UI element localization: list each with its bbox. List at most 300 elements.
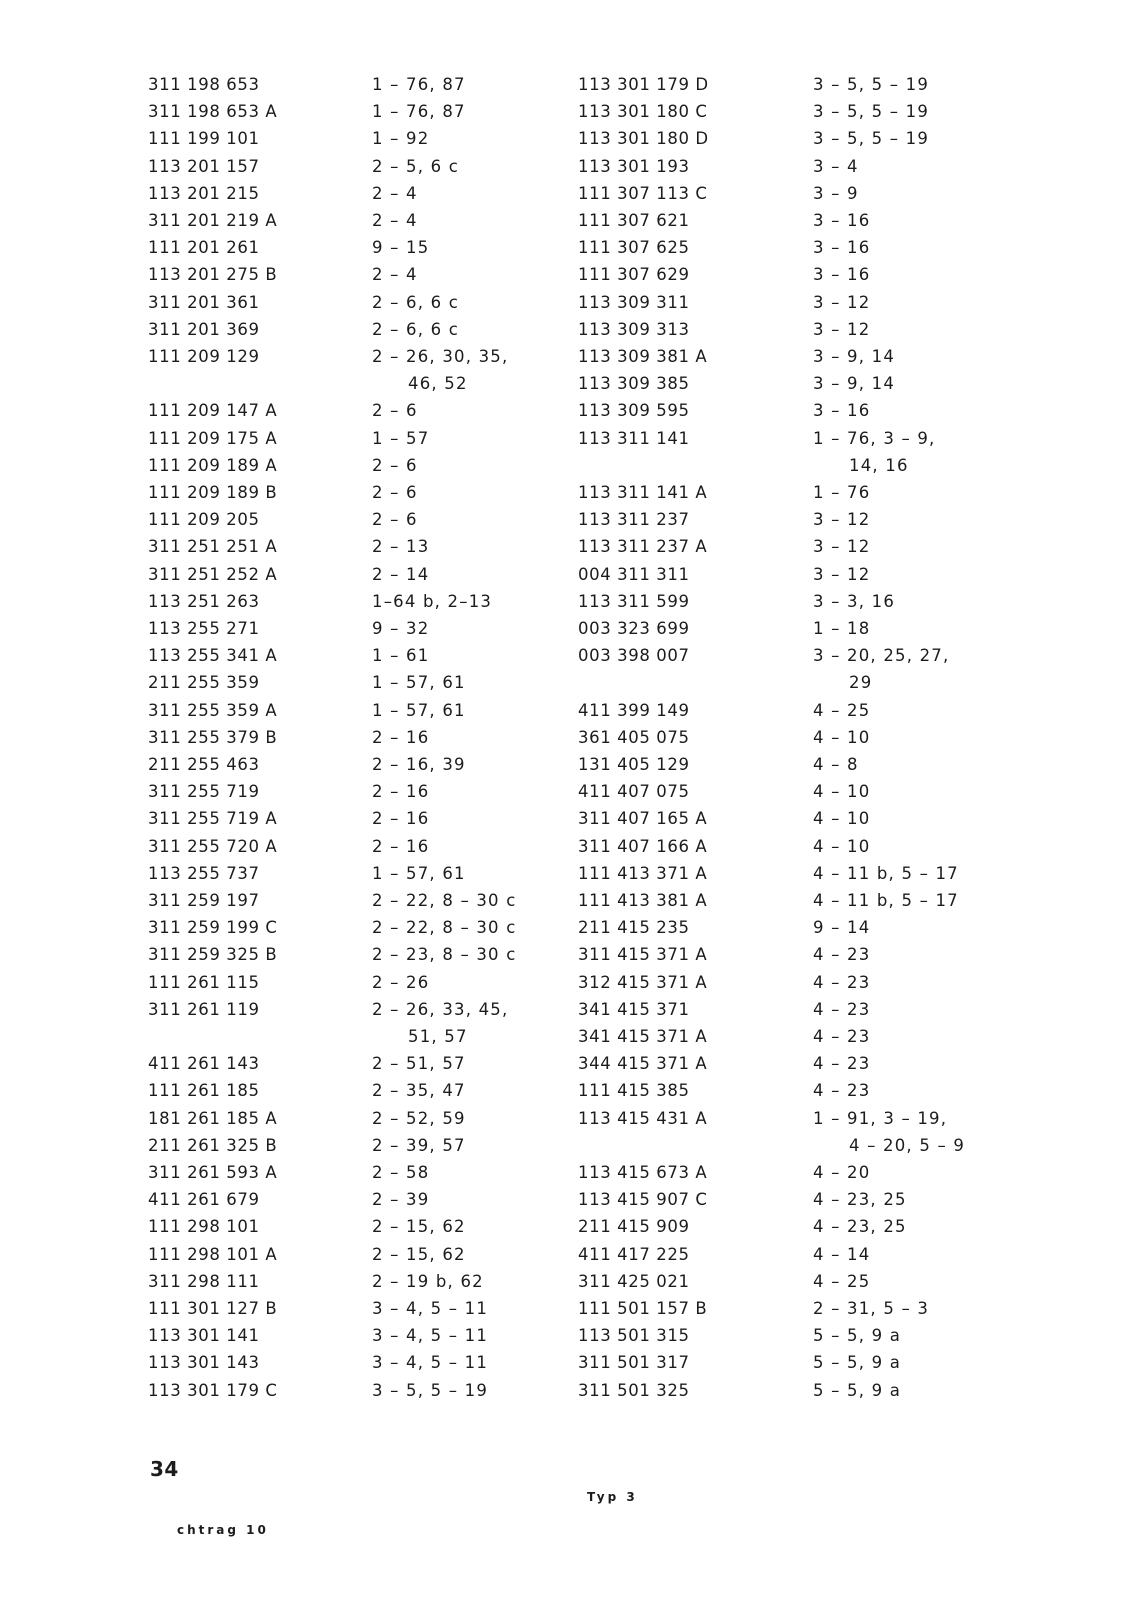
part-number-text: 311 201 219 A bbox=[148, 211, 278, 230]
part-number bbox=[578, 237, 690, 259]
part-number-text: 111 209 147 A bbox=[148, 401, 278, 421]
part-number-text: 111 413 381 A bbox=[578, 891, 708, 910]
reference-line: 2 – 51, 57 bbox=[372, 1054, 466, 1074]
reference-line: 2 – 58 bbox=[372, 1163, 430, 1182]
reference-line: 3 – 12 bbox=[813, 292, 871, 312]
part-number bbox=[148, 428, 277, 450]
reference bbox=[372, 455, 418, 477]
reference bbox=[813, 591, 895, 613]
part-number-text: 211 261 325 B bbox=[148, 1135, 278, 1155]
part-number bbox=[578, 781, 690, 803]
reference bbox=[813, 156, 859, 178]
reference-line: 3 – 16 bbox=[813, 401, 871, 421]
reference-line: 3 – 3, 16 bbox=[813, 591, 896, 611]
part-number-text: 311 298 111 bbox=[148, 1271, 260, 1291]
part-number-text: 113 255 341 A bbox=[148, 646, 278, 666]
reference-line: 3 – 4, 5 – 11 bbox=[372, 1353, 489, 1373]
part-number bbox=[148, 1271, 260, 1293]
part-number bbox=[148, 1325, 260, 1347]
reference-line: 2 – 23, 8 – 30 c bbox=[372, 945, 517, 965]
part-number bbox=[578, 509, 690, 531]
reference-line: 5 – 5, 9 a bbox=[813, 1353, 902, 1373]
part-number bbox=[578, 210, 690, 232]
part-number-text: 113 301 141 bbox=[148, 1326, 260, 1346]
reference-line: 1 – 76, 3 – 9, bbox=[813, 428, 936, 448]
part-number bbox=[578, 400, 690, 422]
part-number bbox=[578, 1244, 690, 1266]
reference-line: 14, 16 bbox=[849, 455, 909, 475]
part-number bbox=[148, 183, 260, 205]
reference bbox=[372, 836, 429, 858]
reference-line: 2 – 4 bbox=[372, 211, 418, 230]
reference bbox=[813, 428, 936, 477]
reference-line: 51, 57 bbox=[408, 1026, 468, 1046]
reference bbox=[813, 1162, 870, 1184]
part-number bbox=[578, 74, 709, 96]
reference-line: 9 – 32 bbox=[372, 619, 430, 638]
reference-line: 2 – 4 bbox=[372, 265, 418, 285]
reference-line: 4 – 23, 25 bbox=[813, 1190, 907, 1210]
reference bbox=[813, 999, 870, 1021]
part-number bbox=[578, 1026, 707, 1048]
part-number bbox=[578, 1080, 690, 1102]
part-number bbox=[578, 700, 690, 722]
type-label: Typ 3 bbox=[587, 1490, 638, 1504]
part-number-text: 411 417 225 bbox=[578, 1244, 690, 1264]
part-number-text: 113 311 237 bbox=[578, 510, 690, 530]
reference bbox=[372, 1271, 484, 1293]
part-number-text: 004 311 311 bbox=[578, 564, 690, 584]
reference-line: 1 – 92 bbox=[372, 129, 430, 149]
reference-line: 4 – 20, 5 – 9 bbox=[849, 1135, 966, 1155]
reference-line: 3 – 12 bbox=[813, 564, 871, 584]
reference bbox=[372, 509, 418, 531]
reference-line: 4 – 11 b, 5 – 17 bbox=[813, 863, 959, 883]
part-number bbox=[578, 591, 690, 613]
reference-line: 2 – 15, 62 bbox=[372, 1217, 466, 1237]
part-number bbox=[578, 183, 708, 205]
reference-line: 2 – 6 bbox=[372, 510, 418, 530]
part-number-text: 113 309 385 bbox=[578, 374, 690, 394]
part-number-text: 111 307 625 bbox=[578, 238, 690, 258]
part-number-text: 113 415 673 A bbox=[578, 1163, 708, 1182]
reference bbox=[813, 808, 870, 830]
part-number bbox=[148, 74, 260, 96]
reference-line: 3 – 9, 14 bbox=[813, 347, 896, 366]
reference-line: 2 – 6, 6 c bbox=[372, 319, 460, 339]
reference bbox=[372, 1080, 466, 1102]
reference bbox=[813, 781, 870, 803]
page-number: 34 bbox=[150, 1457, 179, 1481]
part-number bbox=[148, 1216, 260, 1238]
reference-line: 1 – 76 bbox=[813, 483, 871, 502]
part-number bbox=[148, 700, 277, 722]
part-number-text: 311 251 252 A bbox=[148, 564, 278, 584]
reference-line: 4 – 10 bbox=[813, 782, 871, 802]
reference-line: 4 – 25 bbox=[813, 700, 871, 720]
reference bbox=[813, 1080, 870, 1102]
reference-line: 3 – 20, 25, 27, bbox=[813, 646, 950, 666]
reference-line: 2 – 4 bbox=[372, 183, 418, 203]
part-number bbox=[148, 808, 277, 830]
part-number-text: 113 309 313 bbox=[578, 319, 690, 339]
part-number bbox=[148, 1352, 260, 1374]
part-number-text: 341 415 371 A bbox=[578, 1027, 708, 1046]
part-number-text: 111 298 101 bbox=[148, 1217, 260, 1237]
part-number bbox=[148, 128, 260, 150]
part-number bbox=[148, 1108, 277, 1130]
reference bbox=[813, 863, 959, 885]
reference bbox=[372, 727, 429, 749]
part-number-text: 111 201 261 bbox=[148, 238, 260, 258]
reference-line: 2 – 14 bbox=[372, 564, 430, 584]
part-number bbox=[148, 863, 260, 885]
reference bbox=[372, 1189, 429, 1211]
reference bbox=[813, 237, 870, 259]
reference bbox=[372, 890, 516, 912]
part-number-text: 113 301 193 bbox=[578, 156, 690, 176]
reference-line: 2 – 15, 62 bbox=[372, 1244, 466, 1264]
part-number-text: 113 309 381 A bbox=[578, 347, 708, 366]
part-number-text: 311 255 379 B bbox=[148, 727, 278, 747]
reference-line: 4 – 23, 25 bbox=[813, 1217, 907, 1237]
part-number-text: 113 311 237 A bbox=[578, 537, 708, 557]
reference-line: 3 – 5, 5 – 19 bbox=[813, 102, 930, 122]
reference-line: 2 – 6, 6 c bbox=[372, 292, 460, 312]
part-number-text: 311 261 119 bbox=[148, 999, 260, 1019]
part-number-text: 113 309 311 bbox=[578, 292, 690, 312]
part-number-text: 311 198 653 bbox=[148, 75, 260, 94]
reference-line: 2 – 16 bbox=[372, 782, 430, 802]
reference bbox=[372, 1325, 488, 1347]
reference bbox=[813, 944, 870, 966]
part-number bbox=[578, 808, 707, 830]
part-number bbox=[578, 836, 707, 858]
reference bbox=[813, 319, 870, 341]
reference-line: 1 – 18 bbox=[813, 619, 871, 638]
reference bbox=[372, 781, 429, 803]
part-number-text: 211 415 909 bbox=[578, 1217, 690, 1237]
part-number-text: 003 398 007 bbox=[578, 646, 690, 666]
part-number-text: 341 415 371 bbox=[578, 999, 690, 1019]
reference bbox=[813, 917, 870, 939]
reference-line: 1 – 57 bbox=[372, 428, 430, 448]
reference-line: 2 – 39 bbox=[372, 1190, 430, 1210]
reference bbox=[813, 210, 870, 232]
part-number bbox=[148, 999, 260, 1021]
reference bbox=[813, 101, 929, 123]
reference bbox=[813, 400, 870, 422]
reference-line: 5 – 5, 9 a bbox=[813, 1326, 902, 1346]
reference-line: 3 – 16 bbox=[813, 211, 871, 230]
part-number-text: 411 261 679 bbox=[148, 1190, 260, 1210]
part-number bbox=[148, 210, 277, 232]
reference-line: 3 – 9 bbox=[813, 183, 859, 203]
part-number bbox=[148, 156, 260, 178]
part-number bbox=[148, 890, 260, 912]
reference-line: 2 – 16, 39 bbox=[372, 755, 466, 774]
reference-line: 3 – 12 bbox=[813, 510, 871, 530]
part-number-text: 311 201 369 bbox=[148, 319, 260, 339]
part-number-text: 411 399 149 bbox=[578, 700, 690, 720]
reference-line: 4 – 23 bbox=[813, 945, 871, 965]
part-number bbox=[148, 754, 260, 776]
reference-line: 2 – 22, 8 – 30 c bbox=[372, 918, 517, 938]
part-number bbox=[578, 727, 690, 749]
part-number bbox=[148, 591, 260, 613]
part-number-text: 411 261 143 bbox=[148, 1054, 260, 1074]
part-number bbox=[148, 292, 260, 314]
reference-line: 9 – 14 bbox=[813, 918, 871, 938]
reference-line: 9 – 15 bbox=[372, 238, 430, 258]
part-number-text: 113 415 431 A bbox=[578, 1108, 708, 1128]
reference bbox=[813, 1216, 907, 1238]
reference bbox=[813, 727, 870, 749]
reference bbox=[372, 74, 466, 96]
reference bbox=[372, 754, 466, 776]
reference bbox=[813, 1298, 929, 1320]
part-number-text: 181 261 185 A bbox=[148, 1108, 278, 1128]
part-number-text: 113 301 180 C bbox=[578, 102, 708, 122]
part-number bbox=[148, 482, 277, 504]
reference bbox=[372, 1108, 466, 1130]
reference-line: 2 – 6 bbox=[372, 455, 418, 475]
part-number bbox=[148, 1135, 277, 1157]
part-number-text: 113 201 157 bbox=[148, 156, 260, 176]
part-number bbox=[148, 917, 278, 939]
reference-line: 1 – 61 bbox=[372, 646, 430, 666]
reference-line: 4 – 20 bbox=[813, 1163, 871, 1182]
part-number-text: 111 209 129 bbox=[148, 347, 260, 366]
part-number-text: 111 209 189 A bbox=[148, 455, 278, 475]
reference bbox=[813, 482, 870, 504]
reference-line: 2 – 13 bbox=[372, 537, 430, 557]
part-number bbox=[148, 1162, 277, 1184]
reference-line: 3 – 16 bbox=[813, 265, 871, 285]
part-number bbox=[578, 972, 707, 994]
reference-line: 3 – 12 bbox=[813, 319, 871, 339]
reference-line: 2 – 52, 59 bbox=[372, 1108, 466, 1128]
part-number bbox=[148, 781, 260, 803]
part-number bbox=[578, 1298, 707, 1320]
reference-line: 4 – 8 bbox=[813, 755, 859, 774]
reference bbox=[813, 700, 870, 722]
reference-line: 4 – 23 bbox=[813, 1081, 871, 1101]
reference-line: 1 – 91, 3 – 19, bbox=[813, 1108, 948, 1128]
reference bbox=[813, 292, 870, 314]
reference-line: 3 – 4 bbox=[813, 156, 859, 176]
part-number-text: 111 209 175 A bbox=[148, 428, 278, 448]
reference bbox=[372, 863, 466, 885]
reference bbox=[372, 1135, 466, 1157]
part-number-text: 211 255 359 bbox=[148, 673, 260, 693]
part-number-text: 113 201 215 bbox=[148, 183, 260, 203]
reference bbox=[813, 618, 870, 640]
part-number-text: 113 255 737 bbox=[148, 863, 260, 883]
part-number bbox=[578, 999, 690, 1021]
part-number-text: 111 298 101 A bbox=[148, 1244, 278, 1264]
part-number-text: 361 405 075 bbox=[578, 727, 690, 747]
reference-line: 1 – 57, 61 bbox=[372, 700, 466, 720]
part-number-text: 113 311 599 bbox=[578, 591, 690, 611]
reference bbox=[372, 156, 459, 178]
reference bbox=[372, 972, 429, 994]
reference-line: 1 – 57, 61 bbox=[372, 673, 466, 693]
part-number-text: 113 311 141 A bbox=[578, 483, 708, 502]
reference bbox=[813, 1053, 870, 1075]
reference-line: 3 – 12 bbox=[813, 537, 871, 557]
part-number bbox=[148, 319, 260, 341]
part-number-text: 311 251 251 A bbox=[148, 537, 278, 557]
reference bbox=[372, 319, 459, 341]
reference bbox=[372, 292, 459, 314]
reference bbox=[372, 1244, 466, 1266]
reference bbox=[372, 128, 429, 150]
part-number-text: 311 407 166 A bbox=[578, 836, 708, 856]
part-number bbox=[578, 101, 708, 123]
part-number-text: 113 301 179 D bbox=[578, 75, 709, 94]
part-number-text: 344 415 371 A bbox=[578, 1054, 708, 1074]
reference-line: 4 – 14 bbox=[813, 1244, 871, 1264]
part-number-text: 111 209 205 bbox=[148, 510, 260, 530]
part-number bbox=[578, 564, 690, 586]
part-number-text: 113 301 180 D bbox=[578, 129, 709, 149]
reference bbox=[372, 999, 508, 1048]
part-number-text: 003 323 699 bbox=[578, 619, 690, 638]
reference-line: 3 – 16 bbox=[813, 238, 871, 258]
part-number bbox=[148, 1080, 260, 1102]
reference bbox=[813, 1325, 901, 1347]
part-number bbox=[578, 863, 707, 885]
reference-line: 1–64 b, 2–13 bbox=[372, 591, 493, 611]
reference-line: 2 – 5, 6 c bbox=[372, 156, 460, 176]
reference bbox=[372, 808, 429, 830]
reference bbox=[813, 373, 895, 395]
part-number-text: 111 261 185 bbox=[148, 1081, 260, 1101]
reference bbox=[372, 618, 429, 640]
reference bbox=[372, 346, 508, 395]
reference bbox=[372, 1053, 466, 1075]
part-number bbox=[148, 672, 260, 694]
supplement-label: chtrag 10 bbox=[177, 1523, 269, 1537]
part-number-text: 111 415 385 bbox=[578, 1081, 690, 1101]
reference-line: 3 – 4, 5 – 11 bbox=[372, 1326, 489, 1346]
part-number bbox=[148, 346, 260, 368]
part-number bbox=[148, 727, 277, 749]
part-number bbox=[578, 1053, 707, 1075]
reference bbox=[813, 1352, 901, 1374]
part-number bbox=[148, 944, 277, 966]
part-number bbox=[148, 1380, 278, 1402]
reference-line: 2 – 31, 5 – 3 bbox=[813, 1299, 930, 1318]
reference-line: 2 – 39, 57 bbox=[372, 1135, 466, 1155]
part-number bbox=[578, 1216, 690, 1238]
reference bbox=[813, 536, 870, 558]
reference-line: 4 – 11 b, 5 – 17 bbox=[813, 891, 959, 910]
part-number-text: 111 413 371 A bbox=[578, 863, 708, 883]
reference bbox=[372, 237, 429, 259]
part-number bbox=[578, 536, 707, 558]
reference bbox=[372, 101, 466, 123]
reference-line: 4 – 10 bbox=[813, 727, 871, 747]
part-number-text: 113 301 179 C bbox=[148, 1380, 278, 1400]
part-number-text: 111 199 101 bbox=[148, 129, 260, 149]
part-number bbox=[578, 482, 707, 504]
reference-line: 4 – 10 bbox=[813, 809, 871, 829]
part-number-text: 311 255 359 A bbox=[148, 700, 278, 720]
part-number bbox=[578, 1189, 708, 1211]
reference-line: 2 – 26, 30, 35, bbox=[372, 347, 509, 366]
part-number bbox=[148, 264, 277, 286]
part-number bbox=[148, 1189, 260, 1211]
reference-line: 4 – 23 bbox=[813, 972, 871, 992]
reference bbox=[813, 754, 859, 776]
reference bbox=[372, 645, 429, 667]
part-number-text: 113 255 271 bbox=[148, 619, 260, 638]
reference bbox=[813, 74, 929, 96]
part-number-text: 311 255 720 A bbox=[148, 836, 278, 856]
reference-line: 4 – 25 bbox=[813, 1271, 871, 1291]
part-number-text: 311 259 197 bbox=[148, 891, 260, 910]
reference bbox=[372, 564, 429, 586]
reference bbox=[813, 509, 870, 531]
part-number-text: 211 255 463 bbox=[148, 755, 260, 774]
reference bbox=[813, 183, 859, 205]
part-number bbox=[578, 1325, 690, 1347]
reference bbox=[372, 183, 418, 205]
reference bbox=[372, 591, 492, 613]
reference bbox=[813, 645, 949, 694]
part-number bbox=[148, 618, 260, 640]
reference bbox=[372, 482, 418, 504]
reference bbox=[813, 264, 870, 286]
reference-line: 4 – 23 bbox=[813, 1027, 871, 1046]
part-number bbox=[578, 1271, 690, 1293]
part-number-text: 311 407 165 A bbox=[578, 809, 708, 829]
reference bbox=[813, 1244, 870, 1266]
part-number-text: 311 198 653 A bbox=[148, 102, 278, 122]
reference bbox=[813, 346, 895, 368]
reference-line: 2 – 6 bbox=[372, 401, 418, 421]
reference bbox=[372, 672, 466, 694]
reference-line: 3 – 4, 5 – 11 bbox=[372, 1299, 489, 1318]
reference bbox=[372, 917, 516, 939]
reference bbox=[372, 944, 516, 966]
reference-line: 29 bbox=[849, 673, 873, 693]
part-number bbox=[148, 400, 277, 422]
part-number-text: 311 425 021 bbox=[578, 1271, 690, 1291]
reference bbox=[813, 972, 870, 994]
part-number-text: 111 501 157 B bbox=[578, 1299, 708, 1318]
reference-line: 2 – 26 bbox=[372, 972, 430, 992]
part-number-text: 311 261 593 A bbox=[148, 1163, 278, 1182]
reference bbox=[813, 1026, 870, 1048]
part-number bbox=[148, 645, 277, 667]
reference bbox=[813, 128, 929, 150]
reference bbox=[372, 264, 418, 286]
part-number-text: 111 301 127 B bbox=[148, 1299, 278, 1318]
part-number bbox=[578, 346, 707, 368]
part-number bbox=[148, 237, 260, 259]
part-number bbox=[148, 1298, 277, 1320]
reference-line: 1 – 57, 61 bbox=[372, 863, 466, 883]
part-number bbox=[578, 917, 690, 939]
reference bbox=[372, 1162, 429, 1184]
part-number-text: 111 307 621 bbox=[578, 211, 690, 230]
reference bbox=[813, 1271, 870, 1293]
part-number-text: 111 261 115 bbox=[148, 972, 260, 992]
reference-line: 2 – 6 bbox=[372, 483, 418, 502]
